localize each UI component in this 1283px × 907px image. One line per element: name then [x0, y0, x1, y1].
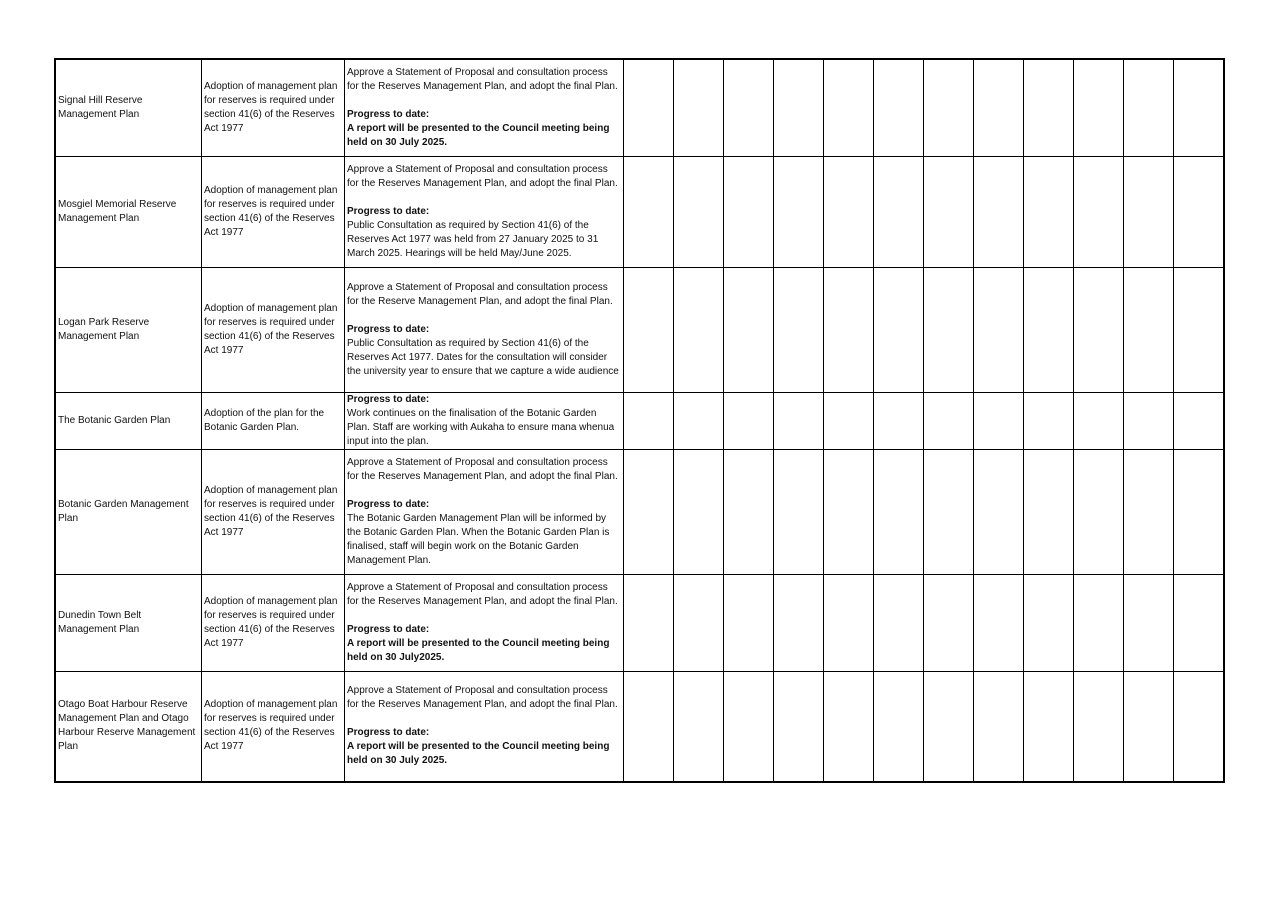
empty-cell: [874, 267, 924, 392]
action-cell: [345, 59, 624, 156]
empty-cell: [824, 671, 874, 782]
empty-cell: [1174, 156, 1225, 267]
action-cell: [345, 156, 624, 267]
plan-name-cell: Botanic Garden Management Plan: [55, 449, 202, 574]
empty-cell: [624, 392, 674, 449]
empty-cell: [1074, 449, 1124, 574]
empty-cell: [1124, 449, 1174, 574]
empty-cell: [924, 671, 974, 782]
action-text: Approve a Statement of Proposal and consultation process for the Reserves Management Plan, and adopt the final Plan.: [347, 685, 618, 711]
empty-cell: [1124, 671, 1174, 782]
empty-cell: [974, 392, 1024, 449]
requirement-cell: Adoption of the plan for the Botanic Garden Plan.: [202, 392, 345, 449]
requirement-cell: Adoption of management plan for reserves is required under section 41(6) of the Reserves Act 1977: [202, 267, 345, 392]
plan-name-cell: Dunedin Town Belt Management Plan: [55, 574, 202, 671]
empty-cell: [1074, 267, 1124, 392]
empty-cell: [774, 574, 824, 671]
empty-cell: [774, 392, 824, 449]
empty-cell: [1174, 392, 1225, 449]
action-cell: [345, 267, 624, 392]
action-cell: [345, 671, 624, 782]
empty-cell: [1074, 59, 1124, 156]
requirement-cell: Adoption of management plan for reserves is required under section 41(6) of the Reserves Act 1977: [202, 59, 345, 156]
empty-cell: [774, 156, 824, 267]
empty-cell: [824, 267, 874, 392]
empty-cell: [674, 156, 724, 267]
table-row: [55, 156, 1224, 267]
empty-cell: [724, 267, 774, 392]
progress-label: Progress to date:: [347, 623, 430, 635]
empty-cell: [674, 59, 724, 156]
empty-cell: [1174, 574, 1225, 671]
empty-cell: [1174, 267, 1225, 392]
empty-cell: [624, 671, 674, 782]
empty-cell: [924, 392, 974, 449]
empty-cell: [974, 267, 1024, 392]
empty-cell: [974, 574, 1024, 671]
progress-label: Progress to date:: [347, 323, 430, 335]
progress-text: Work continues on the finalisation of the Botanic Garden Plan. Staff are working with Aukaha to ensure mana whenua input into the plan.: [347, 407, 615, 447]
action-cell: [345, 574, 624, 671]
empty-cell: [874, 449, 924, 574]
empty-cell: [1024, 449, 1074, 574]
empty-cell: [774, 267, 824, 392]
plan-name-cell: Signal Hill Reserve Management Plan: [55, 59, 202, 156]
table-row: [55, 574, 1224, 671]
empty-cell: [1174, 671, 1225, 782]
empty-cell: [824, 574, 874, 671]
table-row: [55, 59, 1224, 156]
empty-cell: [1124, 267, 1174, 392]
progress-text: Public Consultation as required by Section 41(6) of the Reserves Act 1977 was held from 27 January 2025 to 31 March 2025. Hearings will be held May/June 2025.: [347, 219, 599, 259]
empty-cell: [1074, 156, 1124, 267]
empty-cell: [774, 671, 824, 782]
table-row: [55, 267, 1224, 392]
empty-cell: [874, 392, 924, 449]
plan-name-cell: Mosgiel Memorial Reserve Management Plan: [55, 156, 202, 267]
empty-cell: [724, 59, 774, 156]
empty-cell: [774, 59, 824, 156]
empty-cell: [924, 267, 974, 392]
empty-cell: [1074, 671, 1124, 782]
empty-cell: [674, 574, 724, 671]
table-row: [55, 671, 1224, 782]
empty-cell: [874, 156, 924, 267]
empty-cell: [974, 671, 1024, 782]
reserve-plans-table: [54, 58, 1225, 783]
empty-cell: [674, 449, 724, 574]
plan-name-cell: The Botanic Garden Plan: [55, 392, 202, 449]
progress-text: A report will be presented to the Council meeting being held on 30 July 2025.: [347, 122, 610, 148]
empty-cell: [924, 59, 974, 156]
empty-cell: [624, 156, 674, 267]
empty-cell: [874, 59, 924, 156]
plan-name-cell: Logan Park Reserve Management Plan: [55, 267, 202, 392]
empty-cell: [674, 671, 724, 782]
empty-cell: [1074, 392, 1124, 449]
action-cell: [345, 392, 624, 449]
progress-text: A report will be presented to the Council meeting being held on 30 July2025.: [347, 637, 610, 663]
action-text: Approve a Statement of Proposal and consultation process for the Reserves Management Plan, and adopt the final Plan.: [347, 456, 618, 482]
action-text: Approve a Statement of Proposal and consultation process for the Reserve Management Plan, and adopt the final Plan.: [347, 281, 613, 307]
table-row: [55, 449, 1224, 574]
empty-cell: [1124, 59, 1174, 156]
plan-name-cell: Otago Boat Harbour Reserve Management Plan and Otago Harbour Reserve Management Plan: [55, 671, 202, 782]
empty-cell: [724, 574, 774, 671]
empty-cell: [724, 449, 774, 574]
empty-cell: [974, 156, 1024, 267]
empty-cell: [1024, 156, 1074, 267]
action-cell: [345, 449, 624, 574]
empty-cell: [624, 59, 674, 156]
progress-text: The Botanic Garden Management Plan will be informed by the Botanic Garden Plan. When the Botanic Garden Plan is finalised, staff will begin work on the Botanic Garden Management Plan.: [347, 512, 610, 566]
empty-cell: [1124, 392, 1174, 449]
empty-cell: [1174, 59, 1225, 156]
empty-cell: [724, 392, 774, 449]
requirement-cell: Adoption of management plan for reserves is required under section 41(6) of the Reserves Act 1977: [202, 449, 345, 574]
empty-cell: [624, 267, 674, 392]
empty-cell: [724, 156, 774, 267]
progress-label: Progress to date:: [347, 393, 430, 405]
empty-cell: [824, 156, 874, 267]
action-text: Approve a Statement of Proposal and consultation process for the Reserves Management Plan, and adopt the final Plan.: [347, 66, 618, 92]
empty-cell: [974, 59, 1024, 156]
requirement-cell: Adoption of management plan for reserves is required under section 41(6) of the Reserves Act 1977: [202, 156, 345, 267]
empty-cell: [624, 449, 674, 574]
progress-label: Progress to date:: [347, 108, 430, 120]
progress-text: Public Consultation as required by Section 41(6) of the Reserves Act 1977. Dates for the consultation will consider the university year to ensure that we capture a wide audience: [347, 337, 619, 377]
empty-cell: [1024, 267, 1074, 392]
action-text: Approve a Statement of Proposal and consultation process for the Reserves Management Plan, and adopt the final Plan.: [347, 581, 618, 607]
empty-cell: [1024, 59, 1074, 156]
empty-cell: [1024, 574, 1074, 671]
empty-cell: [1024, 671, 1074, 782]
empty-cell: [1074, 574, 1124, 671]
table-row: [55, 392, 1224, 449]
progress-label: Progress to date:: [347, 205, 430, 217]
empty-cell: [824, 392, 874, 449]
empty-cell: [1124, 574, 1174, 671]
progress-label: Progress to date:: [347, 727, 430, 739]
empty-cell: [674, 392, 724, 449]
empty-cell: [974, 449, 1024, 574]
progress-label: Progress to date:: [347, 498, 430, 510]
requirement-cell: Adoption of management plan for reserves is required under section 41(6) of the Reserves Act 1977: [202, 671, 345, 782]
empty-cell: [924, 449, 974, 574]
empty-cell: [824, 59, 874, 156]
empty-cell: [1024, 392, 1074, 449]
empty-cell: [874, 574, 924, 671]
requirement-cell: Adoption of management plan for reserves is required under section 41(6) of the Reserves Act 1977: [202, 574, 345, 671]
empty-cell: [1174, 449, 1225, 574]
empty-cell: [724, 671, 774, 782]
empty-cell: [624, 574, 674, 671]
action-text: Approve a Statement of Proposal and consultation process for the Reserves Management Plan, and adopt the final Plan.: [347, 163, 618, 189]
empty-cell: [1124, 156, 1174, 267]
empty-cell: [874, 671, 924, 782]
empty-cell: [924, 156, 974, 267]
empty-cell: [824, 449, 874, 574]
progress-text: A report will be presented to the Council meeting being held on 30 July 2025.: [347, 741, 610, 767]
empty-cell: [924, 574, 974, 671]
empty-cell: [774, 449, 824, 574]
empty-cell: [674, 267, 724, 392]
